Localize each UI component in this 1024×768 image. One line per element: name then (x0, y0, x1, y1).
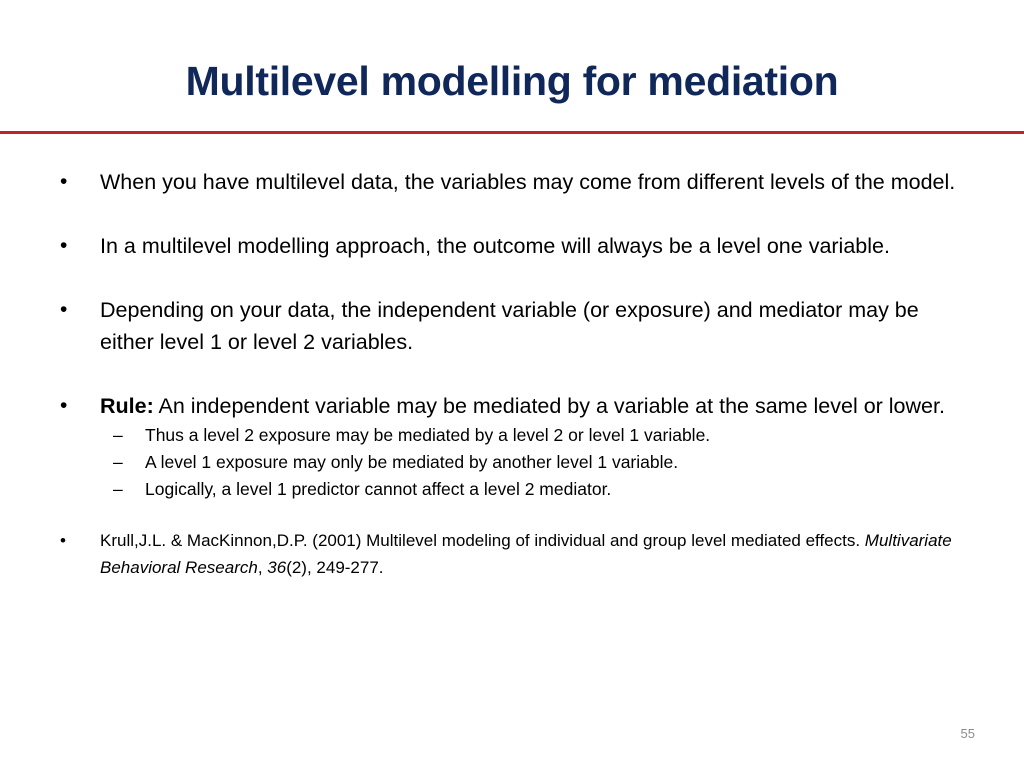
page-number: 55 (960, 726, 975, 741)
bullet-dot: • (60, 531, 66, 550)
reference-item (60, 527, 970, 581)
reference-volume: 36 (267, 558, 287, 577)
bullet-item (60, 230, 970, 262)
bullet-dot: • (60, 170, 68, 193)
bullet-item (60, 294, 970, 358)
reference-authors: Krull,J.L. & MacKinnon,D.P. (2001) Multilevel modeling of individual and group level mediated effects. (100, 531, 865, 550)
bullet-dot: • (60, 394, 68, 417)
sub-bullet-item (60, 449, 970, 476)
sub-bullet-dash: – (113, 425, 123, 445)
bullet-text: An independent variable may be mediated by a variable at the same level or lower. (153, 394, 945, 418)
sub-bullet-text: A level 1 exposure may only be mediated by another level 1 variable. (145, 452, 679, 472)
bullet-text: Depending on your data, the independent variable (or exposure) and mediator may be either level 1 or level 2 variables. (100, 298, 919, 354)
sub-bullet-text: Thus a level 2 exposure may be mediated by a level 2 or level 1 variable. (145, 425, 711, 445)
slide-content (60, 166, 970, 581)
title-divider (0, 131, 1024, 134)
reference-separator: , (257, 558, 268, 577)
rule-label: Rule: (100, 394, 154, 418)
bullet-text: In a multilevel modelling approach, the outcome will always be a level one variable. (100, 234, 890, 258)
sub-bullet-item (60, 476, 970, 503)
bullet-item-rule (60, 390, 970, 422)
reference-journal: Multivariate Behavioral Research (100, 531, 952, 577)
bullet-dot: • (60, 298, 68, 321)
sub-bullet-item (60, 422, 970, 449)
bullet-item (60, 166, 970, 198)
sub-bullet-text: Logically, a level 1 predictor cannot affect a level 2 mediator. (145, 479, 612, 499)
sub-bullet-dash: – (113, 452, 123, 472)
bullet-dot: • (60, 234, 68, 257)
bullet-text: When you have multilevel data, the variables may come from different levels of the model. (100, 170, 956, 194)
slide-title: Multilevel modelling for mediation (185, 58, 839, 104)
reference-pages: (2), 249-277. (286, 558, 384, 577)
sub-bullet-dash: – (113, 479, 123, 499)
